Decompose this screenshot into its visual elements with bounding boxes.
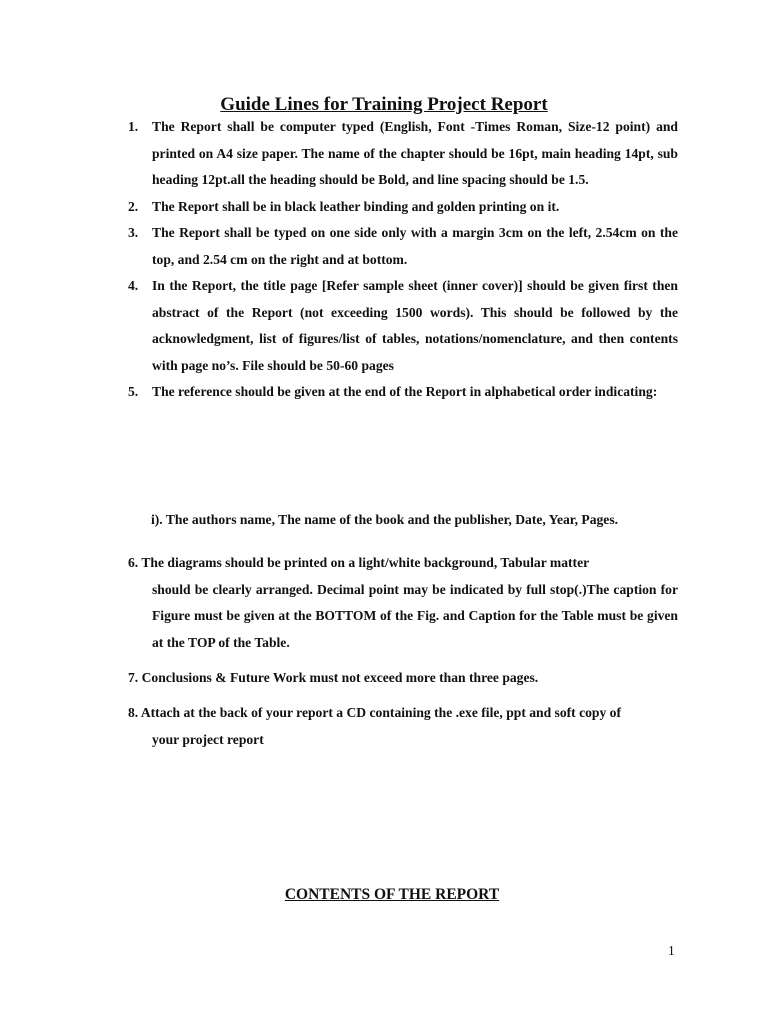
list-item xyxy=(128,273,678,379)
contents-heading: CONTENTS OF THE REPORT xyxy=(284,886,500,903)
item-6-continuation: should be clearly arranged. Decimal point may be indicated by full stop(.)The caption for Figure must be given at the BOTTOM of the Fig. and Caption for the Table must be given at the TOP of the Table. xyxy=(152,581,678,650)
guideline-list xyxy=(128,114,678,406)
item-6-first-line: 6. The diagrams should be printed on a light/white background, Tabular matter xyxy=(128,555,590,570)
item-number: 3. xyxy=(128,225,139,240)
item-text: The Report shall be typed on one side only with a margin 3cm on the left, 2.54cm on the top, and 2.54 cm on the right and at bottom. xyxy=(152,225,678,267)
document-title: Guide Lines for Training Project Report xyxy=(220,94,548,115)
list-item-7 xyxy=(128,665,678,692)
item-number: 5. xyxy=(128,384,139,399)
item-text: In the Report, the title page [Refer sample sheet (inner cover)] should be given first then abstract of the Report (not exceeding 1500 words). This should be followed by the acknowledgment, list of figures/list of tables, notations/nomenclature, and then contents with page no’s. File should be 50-60 pages xyxy=(152,278,678,373)
item-text: The Report shall be computer typed (English, Font -Times Roman, Size-12 point) and printed on A4 size paper. The name of the chapter should be 16pt, main heading 14pt, sub heading 12pt.all the heading should be Bold, and line spacing should be 1.5. xyxy=(152,119,678,187)
item-8-first-line: 8. Attach at the back of your report a CD containing the .exe file, ppt and soft copy of xyxy=(128,705,622,720)
item-number: 4. xyxy=(128,278,139,293)
item-text: The Report shall be in black leather binding and golden printing on it. xyxy=(152,198,560,214)
list-item xyxy=(128,194,678,221)
list-item-6 xyxy=(128,550,678,656)
page-number: 1 xyxy=(668,943,675,958)
item-number: 2. xyxy=(128,198,139,214)
list-item xyxy=(128,220,678,273)
list-item xyxy=(128,379,678,406)
list-item-8 xyxy=(128,700,678,753)
item-number: 1. xyxy=(128,119,139,134)
item-text: The reference should be given at the end of the Report in alphabetical order indicating: xyxy=(152,384,658,399)
item-8-continuation: your project report xyxy=(152,731,264,747)
item-7-text: 7. Conclusions & Future Work must not exceed more than three pages. xyxy=(128,670,539,685)
reference-sub-item: i). The authors name, The name of the book and the publisher, Date, Year, Pages. xyxy=(151,512,619,527)
list-item xyxy=(128,114,678,194)
